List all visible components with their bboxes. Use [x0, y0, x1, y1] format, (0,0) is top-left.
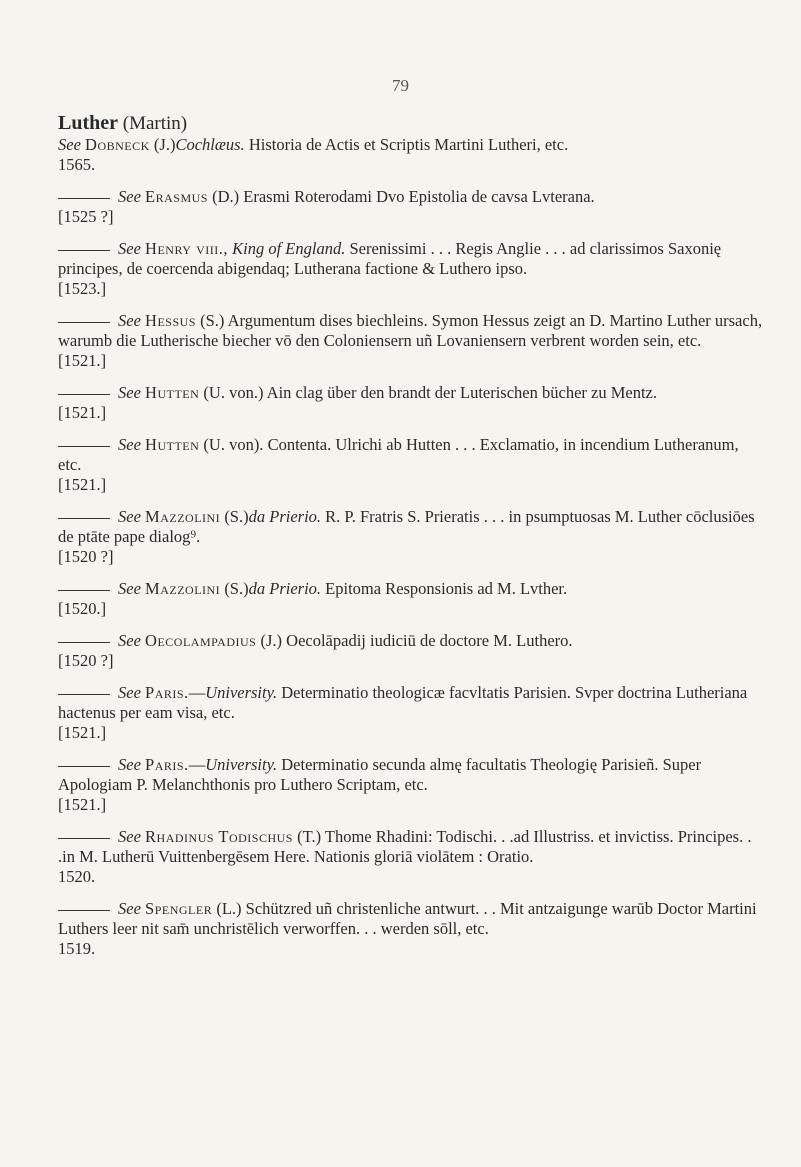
- entry-body: [58, 579, 764, 599]
- catalogue-entry: [58, 383, 764, 423]
- entry-author: Rhadinus Todischus: [145, 827, 293, 846]
- entry-italic: Cochlæus.: [175, 135, 245, 154]
- entry-author: Hessus: [145, 311, 196, 330]
- entry-date: [1520.]: [58, 599, 107, 618]
- entry-list: [58, 135, 764, 959]
- see-reference: See: [118, 631, 141, 650]
- entry-author-detail: (D.): [207, 187, 240, 206]
- entry-author-detail: (T.): [292, 827, 322, 846]
- catalogue-entry: [58, 135, 764, 175]
- entry-italic: University.: [205, 683, 278, 702]
- see-reference: See: [118, 435, 141, 454]
- see-reference: See: [118, 383, 141, 402]
- entry-date: 1520.: [58, 867, 96, 886]
- page-number: 79: [392, 76, 409, 95]
- catalogue-entry: [58, 827, 764, 887]
- ditto-dash: [58, 838, 110, 839]
- entry-date: [1521.]: [58, 723, 107, 742]
- see-reference: See: [118, 187, 141, 206]
- entry-italic: University.: [205, 755, 278, 774]
- entry-author-detail: (U. von.): [199, 383, 264, 402]
- entry-author-detail: —: [188, 755, 206, 774]
- catalogue-entry: [58, 239, 764, 299]
- entry-text: Contenta. Ulrichi ab Hutten . . . Exclamatio, in incendium Lutheranum, etc.: [58, 435, 739, 474]
- entry-author-detail: (J.): [149, 135, 176, 154]
- entry-date: [1521.]: [58, 351, 107, 370]
- ditto-dash: [58, 518, 110, 519]
- see-reference: See: [118, 683, 141, 702]
- see-reference: See: [58, 135, 81, 154]
- see-reference: See: [118, 827, 141, 846]
- entry-author: Mazzolini: [145, 579, 221, 598]
- entry-body: [58, 135, 764, 155]
- entry-body: [58, 683, 764, 723]
- heading-entry: [58, 112, 764, 135]
- catalogue-column: [58, 112, 764, 971]
- entry-author: Dobneck: [85, 135, 150, 154]
- entry-body: [58, 435, 764, 475]
- entry-author-detail: (S.): [220, 507, 249, 526]
- entry-text: Schützred uñ christenliche antwurt. . . Mit antzaigunge warūb Doctor Martini Luthers leer nit sam̄ unchristēlich verworffen. . . werden sōll, etc.: [58, 899, 757, 938]
- ditto-dash: [58, 766, 110, 767]
- catalogue-entry: [58, 899, 764, 959]
- entry-body: [58, 631, 764, 651]
- entry-author: Henry viii.,: [145, 239, 228, 258]
- entry-text: R. P. Fratris S. Prieratis . . . in psumptuosas M. Luther cōclusiōes de ptāte pape dialog⁹.: [58, 507, 755, 546]
- entry-italic: da Prierio.: [248, 507, 322, 526]
- entry-date: 1565.: [58, 155, 96, 174]
- entry-text: Historia de Actis et Scriptis Martini Lutheri, etc.: [244, 135, 569, 154]
- entry-author-detail: (U. von).: [199, 435, 264, 454]
- entry-italic: da Prierio.: [248, 579, 322, 598]
- see-reference: See: [118, 899, 141, 918]
- entry-body: [58, 827, 764, 867]
- entry-date: [1521.]: [58, 403, 107, 422]
- entry-text: Argumentum dises biechleins. Symon Hessus zeigt an D. Martino Luther ursach, warumb die Lutherische biecher vō den Coloniensern uñ Lovaniensern verbrent worden sein, etc.: [58, 311, 763, 350]
- see-reference: See: [118, 755, 141, 774]
- entry-author-detail: —: [188, 683, 206, 702]
- ditto-dash: [58, 642, 110, 643]
- entry-body: [58, 187, 764, 207]
- entry-author: Hutten: [145, 435, 200, 454]
- entry-date: [1520 ?]: [58, 547, 114, 566]
- entry-author-detail: (S.): [195, 311, 225, 330]
- heading-rest: (Martin): [118, 113, 188, 134]
- ditto-dash: [58, 394, 110, 395]
- ditto-dash: [58, 910, 110, 911]
- ditto-dash: [58, 322, 110, 323]
- entry-author: Paris.: [145, 755, 189, 774]
- entry-date: [1521.]: [58, 795, 107, 814]
- entry-date: [1523.]: [58, 279, 107, 298]
- entry-date: [1525 ?]: [58, 207, 114, 226]
- entry-text: Oecolāpadij iudiciū de doctore M. Luthero.: [282, 631, 573, 650]
- entry-author: Paris.: [145, 683, 189, 702]
- entry-body: [58, 899, 764, 939]
- see-reference: See: [118, 239, 141, 258]
- catalogue-entry: [58, 435, 764, 495]
- entry-author-detail: (J.): [256, 631, 283, 650]
- catalogue-entry: [58, 187, 764, 227]
- catalogue-entry: [58, 311, 764, 371]
- ditto-dash: [58, 590, 110, 591]
- entry-date: [1521.]: [58, 475, 107, 494]
- ditto-dash: [58, 250, 110, 251]
- entry-date: [1520 ?]: [58, 651, 114, 670]
- entry-author: Spengler: [145, 899, 213, 918]
- entry-text: Determinatio secunda almę facultatis Theologię Parisieñ. Super Apologiam P. Melanchthonis pro Luthero Scriptam, etc.: [58, 755, 702, 794]
- entry-author: Hutten: [145, 383, 200, 402]
- catalogue-entry: [58, 579, 764, 619]
- entry-text: Ain clag über den brandt der Luterischen bücher zu Mentz.: [263, 383, 657, 402]
- entry-body: [58, 311, 764, 351]
- see-reference: See: [118, 507, 141, 526]
- catalogue-entry: [58, 755, 764, 815]
- entry-author: Oecolampadius: [145, 631, 257, 650]
- entry-text: Determinatio theologicæ facvltatis Parisien. Svper doctrina Lutheriana hactenus per eam visa, etc.: [58, 683, 748, 722]
- entry-text: Serenissimi . . . Regis Anglie . . . ad clarissimos Saxonię principes, de coercenda abigendaq; Lutherana factione & Luthero ipso.: [58, 239, 722, 278]
- entry-italic: King of England.: [232, 239, 346, 258]
- entry-body: [58, 383, 764, 403]
- entry-author: Mazzolini: [145, 507, 221, 526]
- entry-text: Thome Rhadini: Todischi. . .ad Illustriss. et invictiss. Principes. . .in M. Lutherū Vuittenbergēsem Here. Nationis gloriā violātem : Oratio.: [58, 827, 752, 866]
- ditto-dash: [58, 694, 110, 695]
- entry-author-detail: (S.): [220, 579, 249, 598]
- entry-text: Epitoma Responsionis ad M. Lvther.: [321, 579, 568, 598]
- entry-body: [58, 239, 764, 279]
- catalogue-entry: [58, 683, 764, 743]
- see-reference: See: [118, 579, 141, 598]
- entry-date: 1519.: [58, 939, 96, 958]
- see-reference: See: [118, 311, 141, 330]
- catalogue-entry: [58, 507, 764, 567]
- entry-author: Erasmus: [145, 187, 208, 206]
- catalogue-entry: [58, 631, 764, 671]
- ditto-dash: [58, 198, 110, 199]
- heading-name: Luther: [58, 112, 118, 134]
- ditto-dash: [58, 446, 110, 447]
- entry-body: [58, 755, 764, 795]
- entry-text: Erasmi Roterodami Dvo Epistolia de cavsa Lvterana.: [239, 187, 595, 206]
- entry-body: [58, 507, 764, 547]
- entry-author-detail: (L.): [212, 899, 242, 918]
